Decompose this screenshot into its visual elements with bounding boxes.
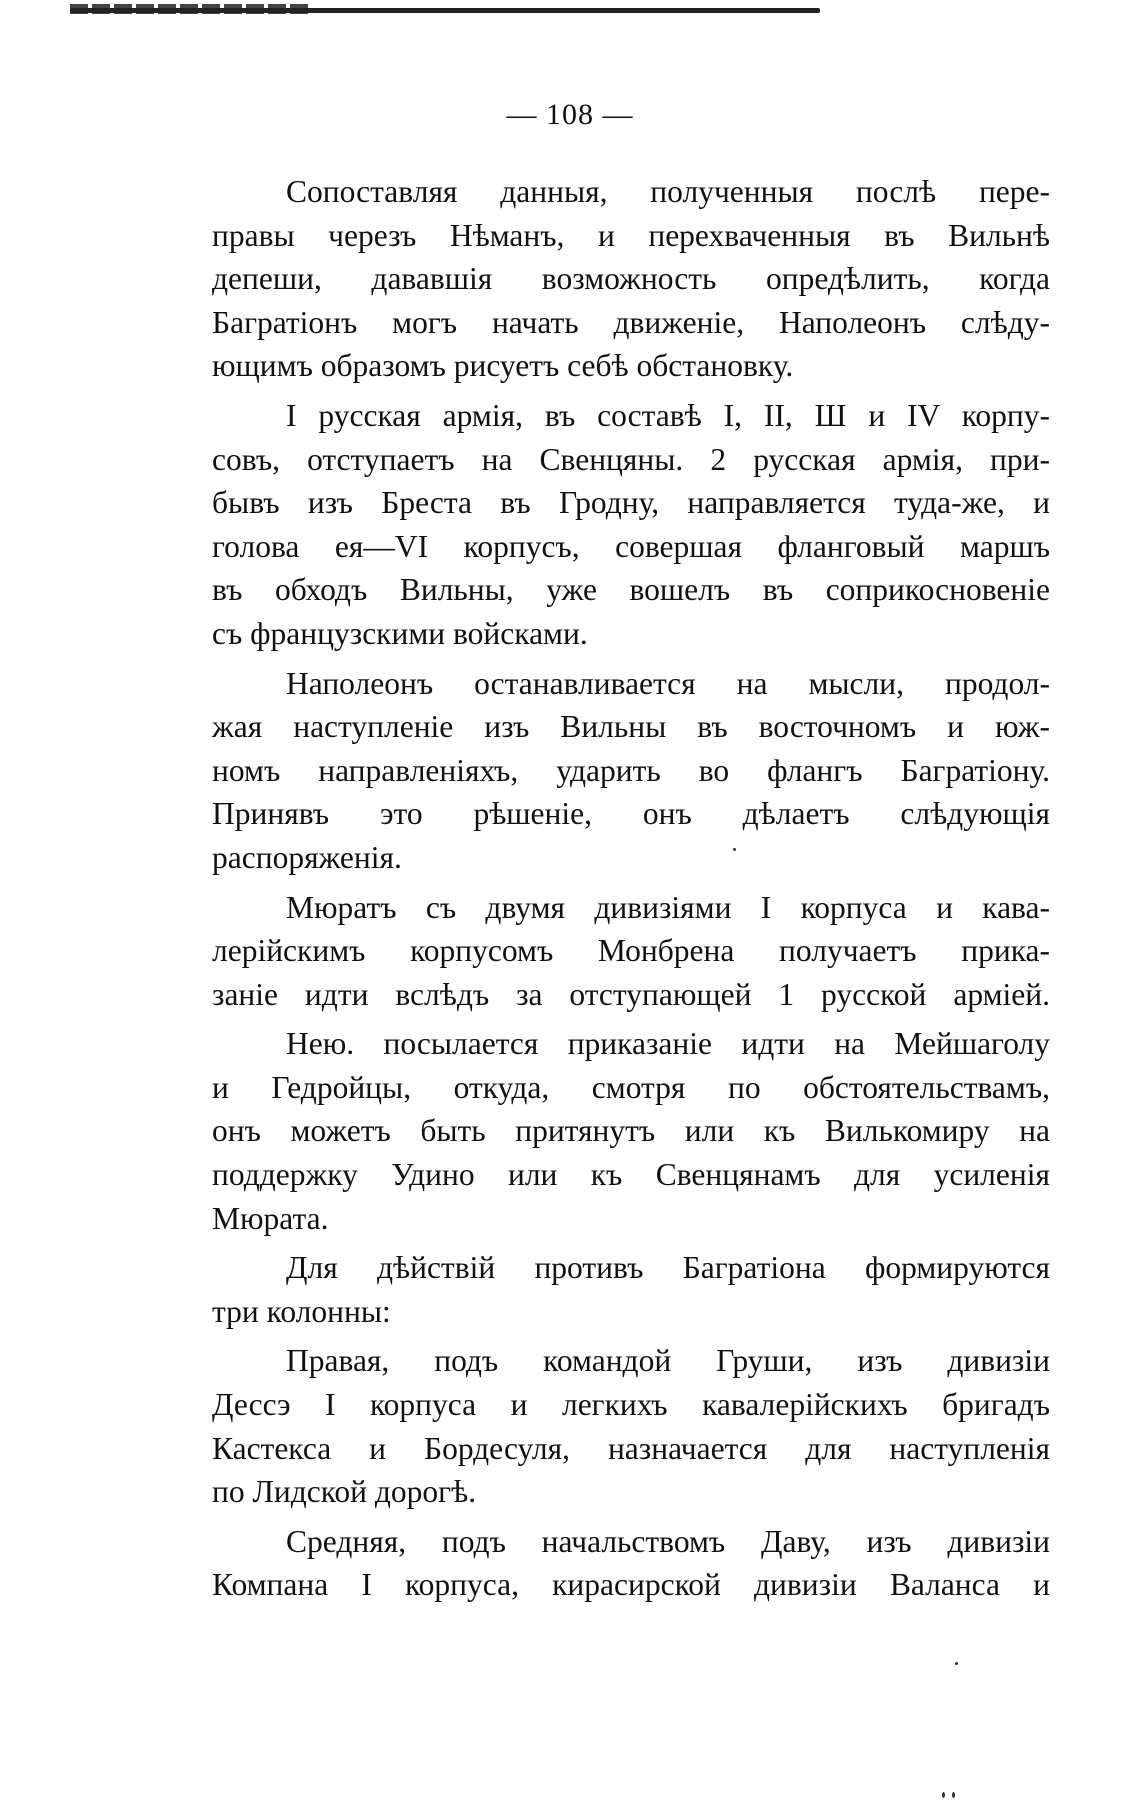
paragraph-3 [212, 662, 1050, 880]
text-line: поддержку Удино или къ Свенцянамъ для усиленія [212, 1157, 1050, 1193]
text-line: лерійскимъ корпусомъ Монбрена получаетъ прика- [212, 933, 1050, 969]
paragraph-4 [212, 886, 1050, 1017]
text-line: Багратіонъ могъ начать движеніе, Наполеонъ слѣду- [212, 304, 1050, 340]
text-line: Дессэ I корпуса и легкихъ кавалерійскихъ бригадъ [212, 1387, 1050, 1423]
paragraph-6 [212, 1246, 1050, 1333]
text-line: Правая, подъ командой Груши, изъ дивизіи [286, 1343, 1050, 1379]
text-line: Компана I корпуса, кирасирской дивизіи Валанса и [212, 1567, 1050, 1603]
text-line: Кастекса и Бордесуля, назначается для наступленія [212, 1430, 1050, 1466]
body-text [212, 170, 1050, 1607]
text-line: жая наступленіе изъ Вильны въ восточномъ и юж- [212, 709, 1050, 745]
text-line: съ французскими войсками. [212, 615, 588, 651]
scan-speck [952, 1792, 955, 1798]
page-number: — 108 — [506, 98, 634, 131]
text-line: онъ можетъ быть притянутъ или къ Вилькомиру на [212, 1113, 1050, 1149]
text-line: совъ, отступаетъ на Свенцяны. 2 русская армія, при- [212, 441, 1050, 477]
text-line: распоряженія. [212, 839, 402, 875]
text-line: Наполеонъ останавливается на мысли, продол- [286, 665, 1050, 701]
text-line: бывъ изъ Бреста въ Гродну, направляется туда-же, и [212, 485, 1050, 521]
text-line: Мюратъ съ двумя дивизіями I корпуса и кава- [286, 889, 1050, 925]
paragraph-8 [212, 1520, 1050, 1607]
text-line: заніе идти вслѣдъ за отступающей 1 русской арміей. [212, 976, 1050, 1012]
text-line: Мюрата. [212, 1200, 329, 1236]
text-line: Сопоставляя данныя, полученныя послѣ пере- [286, 174, 1050, 209]
paragraph-7 [212, 1339, 1050, 1513]
text-line: Принявъ это рѣшеніе, онъ дѣлаетъ слѣдующія [212, 796, 1050, 832]
paragraph-2 [212, 394, 1050, 656]
text-line: номъ направленіяхъ, ударить во флангъ Багратіону. [212, 752, 1050, 788]
scan-speck [942, 1792, 945, 1798]
text-line: Средняя, подъ начальствомъ Даву, изъ дивизіи [286, 1523, 1050, 1559]
text-line: Нею. посылается приказаніе идти на Мейшаголу [286, 1026, 1050, 1062]
paragraph-1 [212, 170, 1050, 388]
text-line: депеши, дававшія возможность опредѣлить, когда [212, 261, 1050, 297]
text-line: и Гедройцы, откуда, смотря по обстоятельствамъ, [212, 1069, 1050, 1105]
text-line: по Лидской дорогѣ. [212, 1474, 477, 1510]
paragraph-5 [212, 1022, 1050, 1240]
scan-speck [733, 848, 736, 851]
text-line: I русская армія, въ составѣ I, II, Ш и IV корпу- [286, 397, 1050, 433]
text-line: Для дѣйствій противъ Багратіона формируются [286, 1250, 1050, 1286]
text-line: въ обходъ Вильны, уже вошелъ въ соприкосновеніе [212, 572, 1050, 608]
top-rule [70, 8, 820, 13]
text-line: ющимъ образомъ рисуетъ себѣ обстановку. [212, 348, 794, 384]
scan-speck [955, 1662, 958, 1665]
text-line: три колонны: [212, 1293, 391, 1329]
text-line: голова ея—VI корпусъ, совершая фланговый маршъ [212, 528, 1050, 564]
text-line: правы черезъ Нѣманъ, и перехваченныя въ Вильнѣ [212, 217, 1050, 253]
